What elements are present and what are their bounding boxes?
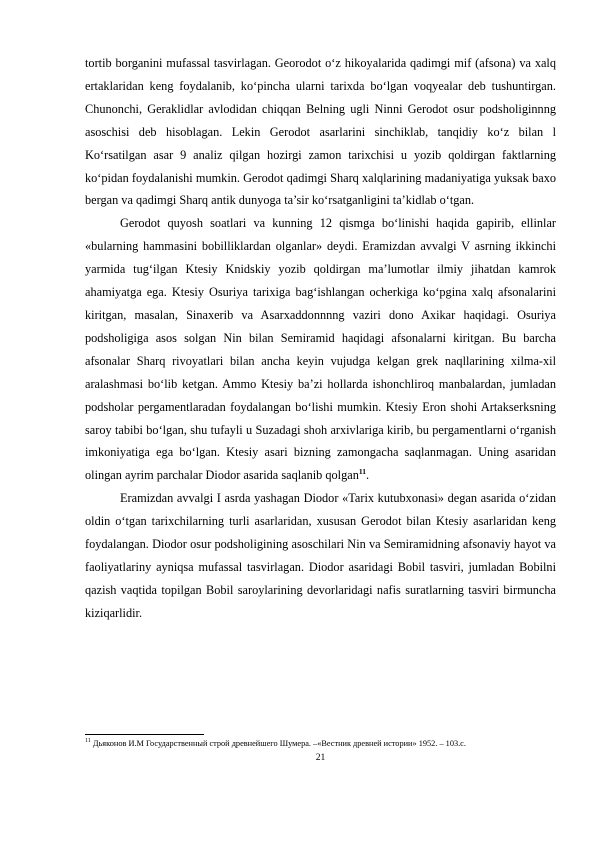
footnote-divider bbox=[85, 734, 204, 735]
footnote bbox=[85, 738, 556, 749]
body-text bbox=[85, 52, 556, 625]
paragraph-2-tail: . bbox=[365, 468, 370, 483]
paragraph-1 bbox=[85, 52, 556, 212]
paragraph-1-text: tortib borganini mufassal tasvirlagan. Georodot o‘z hikoyalarida qadimgi mif (afsona) va xalq ertaklaridan keng foydalanib, ko‘pincha ularni tarixda bo‘lgan voqyealar deb tushuntirgan. Chunonchi, Geraklidlar avlodidan chiqqan Belning ugli Ninni Gerodot osur podsholiginnng asoschisi deb hisoblagan. Lekin Gerodot asarlarini sinchiklab, tanqidiy ko‘z bilan l Ko‘rsatilgan asar 9 analiz qilgan hozirgi zamon tarixchisi u yozib qoldirgan faktlarning ko‘pidan foydalanishi mumkin. Gerodot qadimgi Sharq xalqlarining madaniyatiga yuksak baxo bergan va qadimgi Sharq antik dunyoga ta’sir ko‘rsatganligini ta’kidlab o‘tgan. bbox=[85, 56, 556, 208]
paragraph-3-text: Eramizdan avvalgi I asrda yashagan Diodor «Tarix kutubxonasi» degan asarida o‘zidan oldin o‘tgan tarixchilarning turli asarlaridan, xususan Gerodot bilan Ktesiy asarlaridan keng foydalangan. Diodor osur podsholigining asoschilari Nin va Semiramidning afsonaviy hayot va faoliyatlariny ayniqsa mufassal tasvirlagan. Diodor asaridagi Bobil tasviri, jumladan Bobilni qazish vaqtida topilgan Bobil saroylarining devorlaridagi nafis suratlarning tasviri birmuncha kiziqarlidir. bbox=[85, 491, 556, 620]
paragraph-2 bbox=[85, 212, 556, 487]
page-number: 21 bbox=[315, 752, 326, 763]
footnote-number: 11 bbox=[85, 738, 91, 745]
paragraph-3 bbox=[85, 487, 556, 624]
footnote-reference[interactable]: 11 bbox=[358, 467, 366, 477]
paragraph-2-text: Gerodot quyosh soatlari va kunning 12 qismga bo‘linishi haqida gapirib, ellinlar «bularning hammasini bobilliklardan olganlar» deydi. Eramizdan avvalgi V asrning ikkinchi yarmida tug‘ilgan Ktesiy Knidskiy yozib qoldirgan ma’lumotlar ilmiy jihatdan kamrok ahamiyatga ega. Ktesiy Osuriya tarixiga bag‘ishlangan ocherkiga ko‘pgina xalq afsonalarini kiritgan, masalan, Sinaxerib va Asarxaddonnnng vaziri dono Axikar haqidagi. Osuriya podsholigiga asos solgan Nin bilan Semiramid haqidagi afsonalarni kiritgan. Bu barcha afsonalar Sharq rivoyatlari bilan ancha keyin vujudga kelgan grek naqllarining xilma-xil aralashmasi bo‘lib ketgan. Ammo Ktesiy ba’zi hollarda ishonchliroq manbalardan, jumladan podsholar pergamentlaradan foydalangan bo‘lishi mumkin. Ktesiy Eron shohi Artakserksning saroy tabibi bo‘lgan, shu tufayli u Suzadagi shoh arxivlariga kirib, bu pergamentlarni o‘rganish imkoniyatiga ega bo‘lgan. Ktesiy asari bizning zamongacha saqlanmagan. Uning asaridan olingan ayrim parchalar Diodor asarida saqlanib qolgan bbox=[85, 216, 556, 483]
footnote-text: Дьяконов И.М Государственный строй древнейшего Шумера. –«Вестник древней истории» 1952. – 103.с. bbox=[92, 739, 466, 748]
